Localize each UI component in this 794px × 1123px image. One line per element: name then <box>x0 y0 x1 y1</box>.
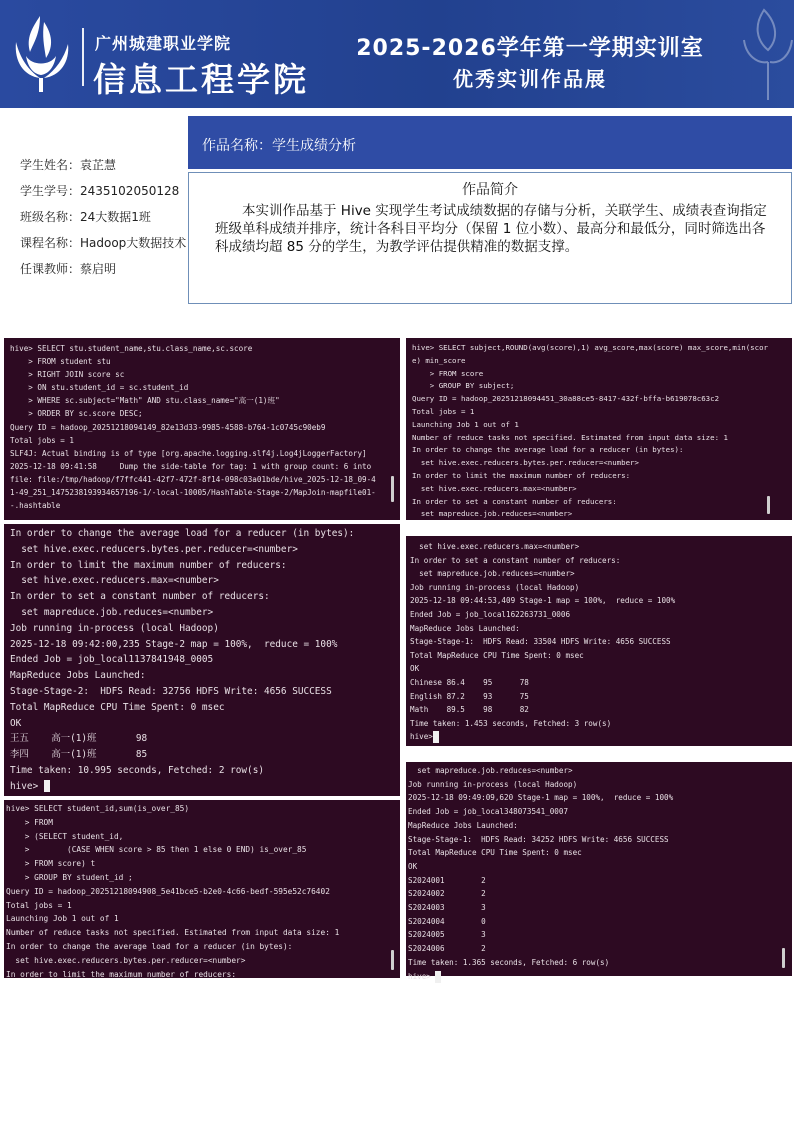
terminal-line: > WHERE sc.subject="Math" AND stu.class_name="高一(1)班" <box>10 396 280 406</box>
terminal-line: 1-49_251_1475238193934657196-1/-local-10005/HashTable-Stage-2/MapJoin-mapfile01- <box>10 488 376 498</box>
student-id: 学生学号：2435102050128 <box>20 184 180 198</box>
intro-text: 本实训作品基于 Hive 实现学生考试成绩数据的存储与分析，关联学生、成绩表查询指定班级单科成绩并排序，统计各科目平均分（保留 1 位小数）、最高分和最低分，同时筛选出各科成绩均超 85 分的学生，为教学评估提供精准的数据支撑。 <box>215 203 767 255</box>
class-name: 班级名称：24大数据1班 <box>20 210 151 224</box>
terminal-line: Query ID = hadoop_20251218094149_82e13d33-9985-4588-b764-1c0745c90eb9 <box>10 422 326 432</box>
terminal-line: S2024001 2 <box>408 875 486 885</box>
terminal-line: hive> SELECT student_id,sum(is_over_85) <box>6 804 190 813</box>
terminal-line: In order to set a constant number of reducers: <box>412 496 617 506</box>
terminal-line: In order to change the average load for a reducer (in bytes): <box>6 941 293 951</box>
intro-heading: 作品简介 <box>462 182 518 198</box>
terminal-line: > FROM student stu <box>10 357 111 367</box>
terminal-line: Total MapReduce CPU Time Spent: 0 msec <box>408 848 582 858</box>
terminal-line: In order to limit the maximum number of reducers: <box>10 559 287 571</box>
terminal-line: set mapreduce.job.reduces=<number> <box>408 766 573 775</box>
terminal-line: Launching Job 1 out of 1 <box>412 419 519 429</box>
terminal-line: Total jobs = 1 <box>412 406 475 416</box>
terminal-line: S2024004 0 <box>408 916 486 926</box>
course-name: 课程名称：Hadoop大数据技术 <box>20 236 187 250</box>
terminal-line: Job running in-process (local Hadoop) <box>10 622 219 634</box>
banner-divider <box>82 28 84 86</box>
terminal-line: hive> SELECT subject,ROUND(avg(score),1) avg_score,max(score) max_score,min(scor <box>412 343 768 352</box>
work-title: 作品名称：学生成绩分析 <box>188 116 792 169</box>
terminal-line: > (CASE WHEN score > 85 then 1 else 0 END) is_over_85 <box>6 845 307 855</box>
student-info <box>20 152 188 282</box>
terminal-line: set hive.exec.reducers.bytes.per.reducer=<number> <box>10 543 298 555</box>
terminal-line: 李四 高一(1)班 85 <box>10 749 148 761</box>
terminal-line: In order to change the average load for a reducer (in bytes): <box>412 445 684 455</box>
terminal-line: Launching Job 1 out of 1 <box>6 914 119 924</box>
teacher-name: 任课教师：蔡启明 <box>20 262 117 276</box>
terminal-line: Total MapReduce CPU Time Spent: 0 msec <box>410 650 584 660</box>
terminal-line: Number of reduce tasks not specified. Estimated from input data size: 1 <box>6 928 340 938</box>
terminal-line: set hive.exec.reducers.max=<number> <box>410 542 580 551</box>
school-name: 广州城建职业学院 <box>95 34 232 53</box>
terminal-line: > RIGHT JOIN score sc <box>10 370 125 380</box>
terminal-line: Ended Job = job_local348073541_0007 <box>408 807 569 817</box>
terminal-line: Stage-Stage-1: HDFS Read: 34252 HDFS Write: 4656 SUCCESS <box>408 834 669 844</box>
terminal-line: In order to limit the maximum number of reducers: <box>6 969 237 979</box>
terminal-screenshot-class-math-query <box>4 338 400 520</box>
terminal-line: e) min_score <box>412 355 466 365</box>
terminal-line: S2024002 2 <box>408 889 486 899</box>
terminal-line: In order to set a constant number of reducers: <box>410 555 621 565</box>
terminal-line: > FROM score) t <box>6 859 96 869</box>
terminal-line: Total jobs = 1 <box>10 435 75 445</box>
terminal-line: hive> <box>408 970 792 984</box>
terminal-line: MapReduce Jobs Launched: <box>408 820 518 830</box>
terminal-cursor <box>44 780 50 792</box>
terminal-cursor <box>435 971 441 983</box>
terminal-line: Job running in-process (local Hadoop) <box>410 582 580 592</box>
terminal-scrollbar <box>767 496 770 514</box>
terminal-line: hive> <box>10 779 400 795</box>
terminal-line: 2025-12-18 09:44:53,409 Stage-1 map = 100%, reduce = 100% <box>410 596 676 606</box>
terminal-line: > FROM <box>6 817 53 827</box>
terminal-line: set mapreduce.job.reduces=<number> <box>412 509 573 519</box>
terminal-line: Total MapReduce CPU Time Spent: 0 msec <box>10 701 225 713</box>
terminal-scrollbar <box>391 950 394 970</box>
terminal-line: file: file:/tmp/hadoop/f7ffc441-42f7-472f-8f14-098c03a01bde/hive_2025-12-18_09-4 <box>10 474 376 484</box>
terminal-line: SLF4J: Actual binding is of type [org.apache.logging.slf4j.Log4jLoggerFactory] <box>10 448 367 458</box>
terminal-screenshot-over85-query <box>4 800 400 978</box>
terminal-screenshot-subject-stats-result <box>406 536 792 746</box>
terminal-line: Query ID = hadoop_20251218094451_30a88ce5-8417-432f-bffa-b619078c63c2 <box>412 394 720 404</box>
event-title-line2: 优秀实训作品展 <box>453 67 607 91</box>
terminal-line: hive> SELECT stu.student_name,stu.class_name,sc.score <box>10 344 253 353</box>
terminal-line: Stage-Stage-1: HDFS Read: 33504 HDFS Write: 4656 SUCCESS <box>410 637 671 647</box>
terminal-line: Number of reduce tasks not specified. Estimated from input data size: 1 <box>412 432 728 442</box>
terminal-line: Math 89.5 98 82 <box>410 705 529 715</box>
terminal-line: Ended Job = job_local1137841948_0005 <box>10 654 214 666</box>
terminal-line: hive> <box>410 730 792 744</box>
terminal-line: MapReduce Jobs Launched: <box>410 623 520 633</box>
terminal-line: S2024005 3 <box>408 930 486 940</box>
terminal-line: OK <box>410 664 420 674</box>
terminal-line: set hive.exec.reducers.bytes.per.reducer=<number> <box>6 955 246 965</box>
terminal-line: Total jobs = 1 <box>6 900 72 910</box>
student-name: 学生姓名：袁芷慧 <box>20 158 117 172</box>
event-title-line1: 2025-2026学年第一学期实训室 <box>356 36 704 61</box>
terminal-line: 2025-12-18 09:49:09,620 Stage-1 map = 100%, reduce = 100% <box>408 793 674 803</box>
college-name: 信息工程学院 <box>93 60 309 99</box>
terminal-line: set mapreduce.job.reduces=<number> <box>10 606 214 618</box>
terminal-scrollbar <box>391 476 394 502</box>
terminal-line: set hive.exec.reducers.max=<number> <box>10 575 219 587</box>
terminal-line: Time taken: 1.365 seconds, Fetched: 6 row(s) <box>408 957 610 967</box>
terminal-cursor <box>433 731 439 743</box>
terminal-line: set hive.exec.reducers.bytes.per.reducer=<number> <box>412 458 639 468</box>
terminal-line: Time taken: 10.995 seconds, Fetched: 2 row(s) <box>10 764 264 776</box>
decorative-lotus-icon <box>724 0 794 108</box>
terminal-line: set hive.exec.reducers.max=<number> <box>412 483 577 493</box>
terminal-screenshot-class-math-result <box>4 524 400 796</box>
terminal-line: Time taken: 1.453 seconds, Fetched: 3 row(s) <box>410 718 612 728</box>
intro-box <box>188 172 792 304</box>
terminal-line: set mapreduce.job.reduces=<number> <box>410 569 575 579</box>
terminal-line: S2024006 2 <box>408 944 486 954</box>
terminal-line: S2024003 3 <box>408 903 486 913</box>
terminal-line: 2025-12-18 09:42:00,235 Stage-2 map = 100%, reduce = 100% <box>10 638 338 650</box>
terminal-line: OK <box>10 717 22 729</box>
terminal-line: Job running in-process (local Hadoop) <box>408 779 578 789</box>
terminal-line: MapReduce Jobs Launched: <box>10 670 146 682</box>
terminal-scrollbar <box>782 948 785 968</box>
terminal-line: -.hashtable <box>10 501 61 511</box>
terminal-line: > GROUP BY subject; <box>412 381 515 391</box>
terminal-line: > FROM score <box>412 368 484 378</box>
terminal-line: > ORDER BY sc.score DESC; <box>10 409 143 419</box>
terminal-screenshot-subject-stats-query <box>406 338 792 520</box>
terminal-line: > GROUP BY student_id ; <box>6 872 133 882</box>
terminal-screenshot-over85-result <box>406 762 792 981</box>
terminal-line: OK <box>408 861 418 871</box>
terminal-line: In order to change the average load for a reducer (in bytes): <box>10 528 355 539</box>
terminal-line: Query ID = hadoop_20251218094908_5e41bce5-b2e0-4c66-bedf-595e52c76402 <box>6 886 330 896</box>
lotus-flame-logo-icon <box>6 12 76 96</box>
terminal-line: 2025-12-18 09:41:58 Dump the side-table for tag: 1 with group count: 6 into <box>10 461 372 471</box>
terminal-line: > (SELECT student_id, <box>6 831 124 841</box>
terminal-line: Chinese 86.4 95 78 <box>410 677 529 687</box>
terminal-line: > ON stu.student_id = sc.student_id <box>10 383 189 393</box>
terminal-line: English 87.2 93 75 <box>410 691 529 701</box>
header-banner <box>0 0 794 108</box>
terminal-line: 王五 高一(1)班 98 <box>10 733 148 745</box>
terminal-line: Stage-Stage-2: HDFS Read: 32756 HDFS Write: 4656 SUCCESS <box>10 685 332 697</box>
terminal-line: Ended Job = job_local162263731_0006 <box>410 609 571 619</box>
terminal-line: In order to set a constant number of reducers: <box>10 591 270 603</box>
terminal-line: In order to limit the maximum number of reducers: <box>412 470 631 480</box>
